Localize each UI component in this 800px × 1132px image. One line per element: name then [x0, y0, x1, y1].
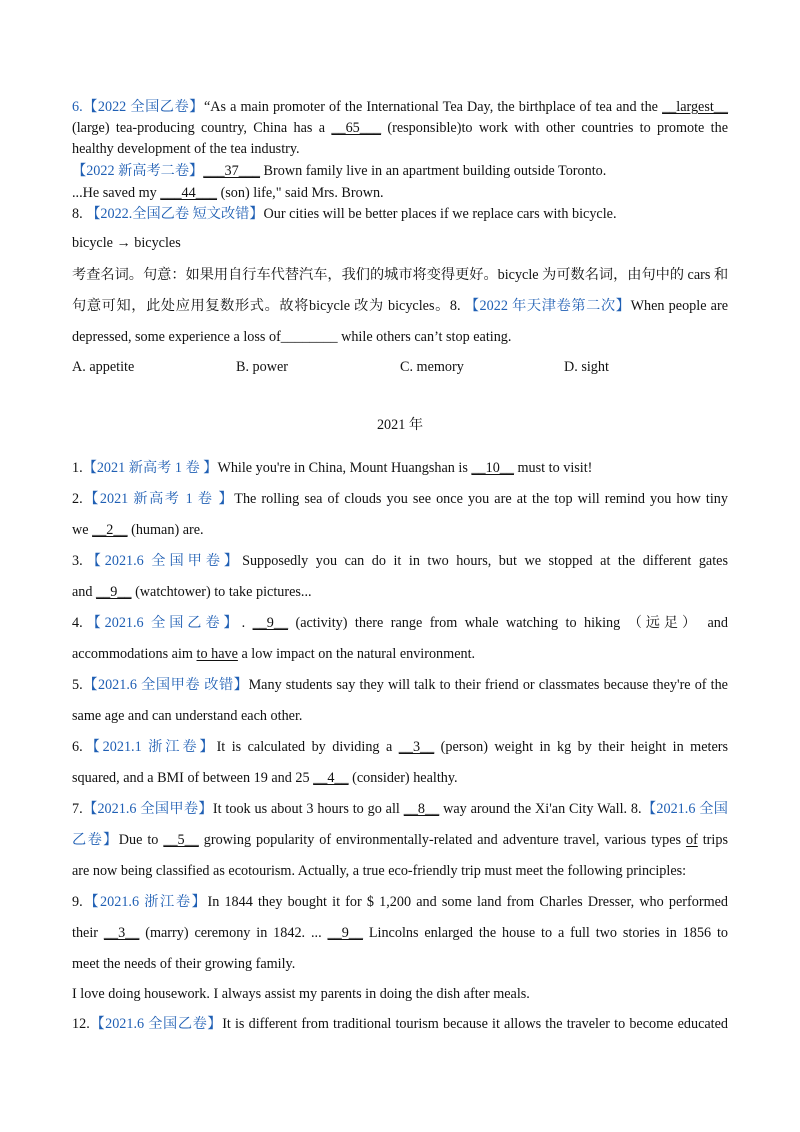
q2021-9-line-2: their __3__ (marry) ceremony in 1842. ... __9__ Lincolns enlarged the house to a full two stories in 1856 to: [72, 925, 729, 941]
q2021-2-line-2: we __2__ (human) are.: [72, 522, 204, 538]
q6-line-3: healthy development of the tea industry.: [72, 141, 300, 157]
blank-answer: __65___: [331, 120, 382, 136]
q2021-1: 1.【2021 新高考 1 卷 】While you're in China, Mount Huangshan is __10__ must to visit!: [72, 460, 593, 476]
q2021-3-line-2: and __9__ (watchtower) to take pictures...: [72, 584, 312, 600]
option-b: B. power: [236, 359, 289, 375]
q8-line-1: 8. 【2022.全国乙卷 短文改错】Our cities will be better places if we replace cars with bicycle.: [72, 206, 617, 222]
q-44-line: ...He saved my ___44___ (son) life," said Mrs. Brown.: [72, 185, 384, 201]
q2021-9-line-1: 9.【2021.6 浙江卷】In 1844 they bought it for $ 1,200 and some land from Charles Dresser, who performed: [72, 894, 728, 910]
blank-answer: __2__: [92, 522, 128, 538]
q8-answer: bicycle → bicycles: [72, 235, 181, 251]
q2021-5-line-2: same age and can understand each other.: [72, 708, 303, 724]
q2021-7-line-1: 7.【2021.6 全国甲卷】It took us about 3 hours to go all __8__ way around the Xi'an City Wall. 8.【2021.6 全国: [72, 801, 728, 817]
blank-answer: __9__: [96, 584, 132, 600]
q2021-10: I love doing housework. I always assist my parents in doing the dish after meals.: [72, 986, 530, 1002]
blank-answer: __4__: [313, 770, 349, 786]
blank-answer: ___37___: [203, 163, 260, 179]
q2021-7-line-3: are now being classified as ecotourism. Actually, a true eco-friendly trip must meet the following principles:: [72, 863, 687, 879]
q8-explanation-1: 考查名词。句意：如果用自行车代替汽车，我们的城市将变得更好。bicycle 为可数名词，由句中的 cars 和: [72, 267, 729, 283]
q2021-2-line-1: 2.【2021 新高考 1 卷 】The rolling sea of clouds you see once you are at the top will remind you how tiny: [72, 491, 728, 507]
option-a: A. appetite: [72, 359, 135, 375]
blank-answer: __3__: [398, 739, 435, 755]
blank-answer: __9__: [327, 925, 363, 941]
q2021-4-line-2: accommodations aim to have a low impact on the natural environment.: [72, 646, 476, 662]
q6-line-2: (large) tea-producing country, China has a __65___ (responsible)to work with other countries to promote the: [72, 120, 728, 136]
blank-answer: __5__: [163, 832, 199, 848]
q2021-6-line-2: squared, and a BMI of between 19 and 25 __4__ (consider) healthy.: [72, 770, 458, 786]
blank-answer: ___44___: [160, 185, 218, 201]
blank-answer: __8__: [403, 801, 440, 817]
blank-answer: __9__: [252, 615, 289, 631]
blank-answer: __3__: [103, 925, 140, 941]
blank-answer: __10__: [471, 460, 514, 476]
q2021-7-line-2: 乙卷】Due to __5__ growing popularity of environmentally-related and adventure travel, various types of trips: [72, 832, 728, 848]
q2021-5-line-1: 5.【2021.6 全国甲卷 改错】Many students say they will talk to their friend or classmates because they're of the: [72, 677, 728, 693]
q8-explanation-2: 句意可知，此处应用复数形式。故将bicycle 改为 bicycles。8. 【2022 年天津卷第二次】When people are: [72, 298, 728, 314]
option-d: D. sight: [564, 359, 609, 375]
q2021-4-line-1: 4.【2021.6 全国乙卷】. __9__ (activity) there range from whale watching to hiking （远足） and: [72, 615, 728, 631]
q2021-9-line-3: meet the needs of their growing family.: [72, 956, 296, 972]
q2021-12: 12.【2021.6 全国乙卷】It is different from traditional tourism because it allows the traveler to become educated: [72, 1016, 728, 1032]
q6-line-1: 6.【2022 全国乙卷】“As a main promoter of the International Tea Day, the birthplace of tea and the __largest__: [72, 99, 728, 115]
q-37-line: 【2022 新高考二卷】___37___ Brown family live in an apartment building outside Toronto.: [72, 163, 607, 179]
q8b-stem: depressed, some experience a loss of________ while others can’t stop eating.: [72, 329, 512, 345]
blank-answer: __largest__: [662, 99, 728, 115]
option-c: C. memory: [400, 359, 464, 375]
q2021-3-line-1: 3.【2021.6 全国甲卷】Supposedly you can do it in two hours, but we stopped at the different gates: [72, 553, 728, 569]
section-heading-2021: 2021 年: [376, 417, 424, 433]
q2021-6-line-1: 6.【2021.1 浙江卷】It is calculated by dividing a __3__ (person) weight in kg by their height in meters: [72, 739, 728, 755]
